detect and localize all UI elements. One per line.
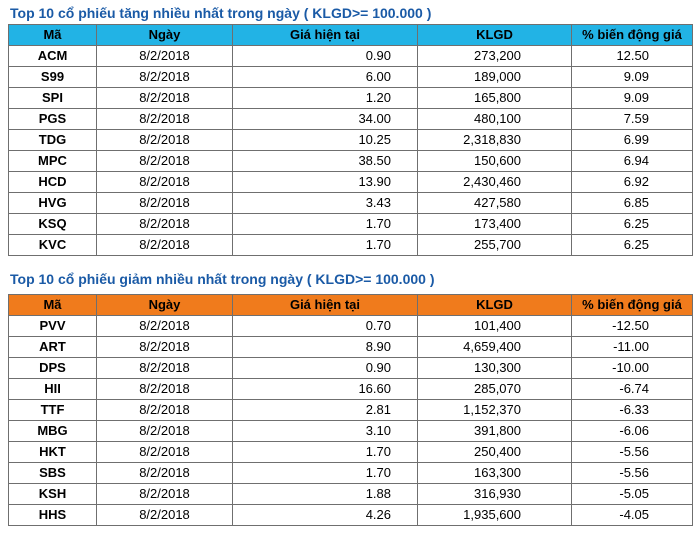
change-percent-cell: 7.59: [572, 109, 693, 130]
change-percent-cell: -4.05: [572, 505, 693, 526]
column-header-gia: Giá hiện tại: [233, 295, 418, 316]
table-row: [9, 67, 693, 88]
price-cell: 1.70: [233, 442, 418, 463]
price-cell: 38.50: [233, 151, 418, 172]
change-percent-cell: -5.05: [572, 484, 693, 505]
column-header-ngay: Ngày: [97, 295, 233, 316]
date-cell: 8/2/2018: [97, 421, 233, 442]
stock-code-cell: ACM: [9, 46, 97, 67]
volume-cell: 1,152,370: [418, 400, 572, 421]
gainers-table: [8, 24, 693, 256]
date-cell: 8/2/2018: [97, 442, 233, 463]
column-header-ma: Mã: [9, 295, 97, 316]
volume-cell: 101,400: [418, 316, 572, 337]
price-cell: 3.10: [233, 421, 418, 442]
change-percent-cell: 9.09: [572, 88, 693, 109]
table-row: [9, 316, 693, 337]
stock-code-cell: HVG: [9, 193, 97, 214]
change-percent-cell: -12.50: [572, 316, 693, 337]
change-percent-cell: -10.00: [572, 358, 693, 379]
price-cell: 2.81: [233, 400, 418, 421]
column-header-ma: Mã: [9, 25, 97, 46]
date-cell: 8/2/2018: [97, 505, 233, 526]
stock-code-cell: TTF: [9, 400, 97, 421]
date-cell: 8/2/2018: [97, 172, 233, 193]
losers-section: [8, 268, 692, 526]
date-cell: 8/2/2018: [97, 379, 233, 400]
price-cell: 1.70: [233, 214, 418, 235]
change-percent-cell: 6.25: [572, 235, 693, 256]
column-header-pct: % biến động giá: [572, 295, 693, 316]
date-cell: 8/2/2018: [97, 67, 233, 88]
date-cell: 8/2/2018: [97, 484, 233, 505]
volume-cell: 427,580: [418, 193, 572, 214]
change-percent-cell: -6.33: [572, 400, 693, 421]
change-percent-cell: 6.85: [572, 193, 693, 214]
date-cell: 8/2/2018: [97, 358, 233, 379]
table-row: [9, 421, 693, 442]
volume-cell: 173,400: [418, 214, 572, 235]
date-cell: 8/2/2018: [97, 46, 233, 67]
column-header-klgd: KLGD: [418, 295, 572, 316]
date-cell: 8/2/2018: [97, 235, 233, 256]
price-cell: 1.88: [233, 484, 418, 505]
change-percent-cell: 6.94: [572, 151, 693, 172]
price-cell: 34.00: [233, 109, 418, 130]
table-row: [9, 400, 693, 421]
volume-cell: 1,935,600: [418, 505, 572, 526]
stock-code-cell: TDG: [9, 130, 97, 151]
table-row: [9, 463, 693, 484]
change-percent-cell: -11.00: [572, 337, 693, 358]
column-header-klgd: KLGD: [418, 25, 572, 46]
price-cell: 1.20: [233, 88, 418, 109]
stock-code-cell: KVC: [9, 235, 97, 256]
volume-cell: 255,700: [418, 235, 572, 256]
table-row: [9, 235, 693, 256]
change-percent-cell: -5.56: [572, 442, 693, 463]
date-cell: 8/2/2018: [97, 214, 233, 235]
stock-code-cell: KSQ: [9, 214, 97, 235]
table-row: [9, 193, 693, 214]
column-header-ngay: Ngày: [97, 25, 233, 46]
table-row: [9, 172, 693, 193]
table-row: [9, 442, 693, 463]
table-row: [9, 88, 693, 109]
table-row: [9, 337, 693, 358]
volume-cell: 2,430,460: [418, 172, 572, 193]
volume-cell: 285,070: [418, 379, 572, 400]
table-row: [9, 358, 693, 379]
table-row: [9, 46, 693, 67]
gainers-table-header: [9, 25, 693, 46]
date-cell: 8/2/2018: [97, 151, 233, 172]
volume-cell: 316,930: [418, 484, 572, 505]
price-cell: 1.70: [233, 463, 418, 484]
price-cell: 3.43: [233, 193, 418, 214]
date-cell: 8/2/2018: [97, 109, 233, 130]
volume-cell: 189,000: [418, 67, 572, 88]
change-percent-cell: 12.50: [572, 46, 693, 67]
volume-cell: 4,659,400: [418, 337, 572, 358]
stock-code-cell: MBG: [9, 421, 97, 442]
volume-cell: 163,300: [418, 463, 572, 484]
column-header-gia: Giá hiện tại: [233, 25, 418, 46]
stock-code-cell: HII: [9, 379, 97, 400]
gainers-table-body: [9, 46, 693, 256]
volume-cell: 480,100: [418, 109, 572, 130]
volume-cell: 391,800: [418, 421, 572, 442]
volume-cell: 2,318,830: [418, 130, 572, 151]
change-percent-cell: 9.09: [572, 67, 693, 88]
price-cell: 0.90: [233, 46, 418, 67]
losers-table-header: [9, 295, 693, 316]
gainers-title: Top 10 cổ phiếu tăng nhiều nhất trong ngày ( KLGD>= 100.000 ): [10, 5, 432, 21]
stock-code-cell: PVV: [9, 316, 97, 337]
volume-cell: 150,600: [418, 151, 572, 172]
stock-code-cell: PGS: [9, 109, 97, 130]
table-row: [9, 109, 693, 130]
price-cell: 10.25: [233, 130, 418, 151]
stock-code-cell: HCD: [9, 172, 97, 193]
price-cell: 0.90: [233, 358, 418, 379]
stock-code-cell: S99: [9, 67, 97, 88]
losers-table-body: [9, 316, 693, 526]
table-row: [9, 379, 693, 400]
date-cell: 8/2/2018: [97, 88, 233, 109]
stock-code-cell: MPC: [9, 151, 97, 172]
stock-code-cell: DPS: [9, 358, 97, 379]
date-cell: 8/2/2018: [97, 316, 233, 337]
header-row: [9, 295, 693, 316]
stock-code-cell: KSH: [9, 484, 97, 505]
price-cell: 6.00: [233, 67, 418, 88]
change-percent-cell: -5.56: [572, 463, 693, 484]
price-cell: 13.90: [233, 172, 418, 193]
volume-cell: 130,300: [418, 358, 572, 379]
date-cell: 8/2/2018: [97, 400, 233, 421]
volume-cell: 250,400: [418, 442, 572, 463]
stock-code-cell: SPI: [9, 88, 97, 109]
change-percent-cell: -6.74: [572, 379, 693, 400]
price-cell: 8.90: [233, 337, 418, 358]
date-cell: 8/2/2018: [97, 337, 233, 358]
table-row: [9, 505, 693, 526]
table-row: [9, 130, 693, 151]
volume-cell: 165,800: [418, 88, 572, 109]
change-percent-cell: 6.99: [572, 130, 693, 151]
price-cell: 16.60: [233, 379, 418, 400]
volume-cell: 273,200: [418, 46, 572, 67]
price-cell: 1.70: [233, 235, 418, 256]
date-cell: 8/2/2018: [97, 193, 233, 214]
header-row: [9, 25, 693, 46]
stock-code-cell: SBS: [9, 463, 97, 484]
table-row: [9, 151, 693, 172]
losers-title: Top 10 cổ phiếu giảm nhiều nhất trong ngày ( KLGD>= 100.000 ): [10, 271, 435, 287]
stock-code-cell: ART: [9, 337, 97, 358]
change-percent-cell: -6.06: [572, 421, 693, 442]
price-cell: 4.26: [233, 505, 418, 526]
gainers-section: [8, 2, 692, 256]
price-cell: 0.70: [233, 316, 418, 337]
table-row: [9, 214, 693, 235]
column-header-pct: % biến động giá: [572, 25, 693, 46]
stock-code-cell: HHS: [9, 505, 97, 526]
change-percent-cell: 6.92: [572, 172, 693, 193]
table-row: [9, 484, 693, 505]
losers-table: [8, 294, 693, 526]
date-cell: 8/2/2018: [97, 130, 233, 151]
stock-code-cell: HKT: [9, 442, 97, 463]
date-cell: 8/2/2018: [97, 463, 233, 484]
change-percent-cell: 6.25: [572, 214, 693, 235]
